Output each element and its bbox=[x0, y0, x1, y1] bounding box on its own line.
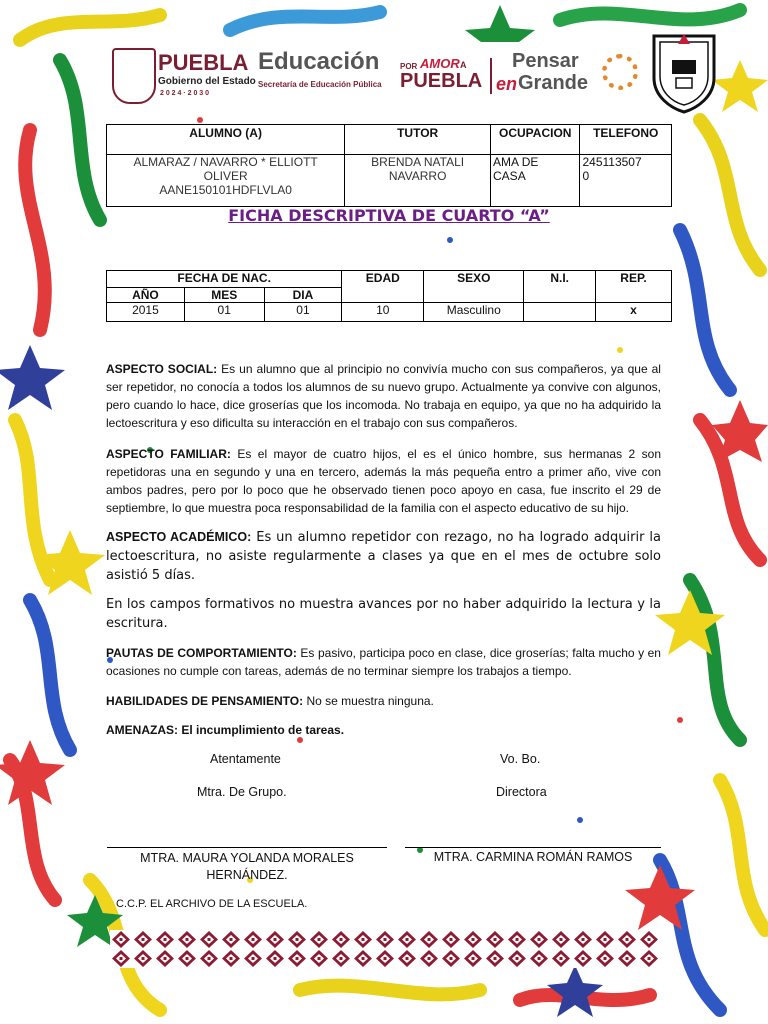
value-anio: 2015 bbox=[107, 303, 185, 322]
cell-tutor bbox=[345, 155, 491, 207]
familiar-text: Es el mayor de cuatro hijos, el es el único hombre, sus hermanas 2 son repetidoras una en segundo y una en tercero, además la más pequeña entro a primer año, vive con ambos padres, pero por lo poco que he observado tienen poco apoyo en casa, fue inscrito el 29 de septiembre, lo que muestra poca responsabilidad de la familia con el aspecto educativo de su hijo. bbox=[106, 447, 661, 515]
header-edad: EDAD bbox=[342, 271, 424, 303]
header-rep: REP. bbox=[596, 271, 672, 303]
page-title: FICHA DESCRIPTIVA DE CUARTO “A” bbox=[228, 206, 550, 225]
school-seal-icon bbox=[650, 30, 718, 114]
cell-telefono bbox=[580, 155, 672, 207]
header-ocupacion: OCUPACION bbox=[491, 125, 580, 155]
section-social bbox=[106, 360, 661, 432]
directora-label: Directora bbox=[496, 785, 547, 799]
tutor-line-1: BRENDA NATALI bbox=[371, 155, 465, 169]
section-campos: En los campos formativos no muestra avances por no haber adquirido la lectura y la escritura. bbox=[106, 597, 661, 631]
cell-ocupacion bbox=[491, 155, 580, 207]
student-table bbox=[106, 124, 672, 207]
grande-label: Grande bbox=[518, 72, 589, 94]
section-amenazas: AMENAZAS: El incumplimiento de tareas. bbox=[106, 723, 345, 737]
value-edad: 10 bbox=[342, 303, 424, 322]
educacion-logo: Educación bbox=[258, 48, 380, 75]
vobo-label: Vo. Bo. bbox=[500, 752, 541, 766]
academico-text: Es un alumno repetidor con rezago, no ha logrado adquirir la lectoescritura, no asiste regularmente a clases ya que en el mes de octubre solo asistió 5 días. bbox=[106, 530, 661, 583]
ocupacion-line-1: AMA DE bbox=[493, 155, 539, 169]
name-left-line-2: HERNÁNDEZ. bbox=[206, 868, 288, 882]
sep-label: Secretaría de Educación Pública bbox=[258, 80, 382, 89]
telefono-line-1: 245113507 bbox=[582, 155, 642, 169]
pautas-label: PAUTAS DE COMPORTAMIENTO: bbox=[106, 646, 297, 660]
header-sexo: SEXO bbox=[424, 271, 524, 303]
header-anio: AÑO bbox=[107, 288, 185, 303]
atentamente-label: Atentamente bbox=[210, 752, 281, 766]
ccp-note: C.C.P. EL ARCHIVO DE LA ESCUELA. bbox=[116, 898, 308, 910]
pautas-text: Es pasivo, participa poco en clase, dice groserías; falta mucho y en ocasiones no cumple con tareas, además de no terminar siempre los trabajos a tiempo. bbox=[106, 646, 661, 678]
name-left-line-1: MTRA. MAURA YOLANDA MORALES bbox=[140, 851, 354, 865]
signature-name-left bbox=[107, 850, 387, 884]
value-rep: x bbox=[596, 303, 672, 322]
habilidades-label: HABILIDADES DE PENSAMIENTO: bbox=[106, 694, 304, 708]
pensar-label: Pensar bbox=[512, 50, 579, 72]
value-mes: 01 bbox=[184, 303, 264, 322]
colorful-circle-icon bbox=[602, 54, 638, 90]
mtra-grupo-label: Mtra. De Grupo. bbox=[197, 785, 287, 799]
state-seal-icon bbox=[112, 48, 156, 104]
puebla-amor-logo: PUEBLA bbox=[400, 70, 483, 92]
familiar-label: ASPECTO FAMILIAR: bbox=[106, 447, 231, 461]
section-familiar bbox=[106, 445, 661, 517]
signature-name-right: MTRA. CARMINA ROMÁN RAMOS bbox=[433, 850, 633, 864]
academico-label: ASPECTO ACADÉMICO: bbox=[106, 530, 252, 544]
section-pautas bbox=[106, 644, 661, 680]
header-telefono: TELEFONO bbox=[580, 125, 672, 155]
header-fecha-nac: FECHA DE NAC. bbox=[107, 271, 342, 288]
value-ni bbox=[524, 303, 596, 322]
alumno-line-2: OLIVER bbox=[203, 169, 248, 183]
header-logos bbox=[108, 42, 648, 108]
alumno-curp: AANE150101HDFLVLA0 bbox=[159, 183, 292, 197]
telefono-line-2: 0 bbox=[582, 169, 590, 183]
cell-alumno bbox=[107, 155, 345, 207]
puebla-logo: PUEBLA bbox=[158, 50, 249, 75]
section-habilidades bbox=[106, 692, 661, 710]
en-label: en bbox=[496, 74, 518, 94]
tutor-line-2: NAVARRO bbox=[388, 169, 447, 183]
header-ni: N.I. bbox=[524, 271, 596, 303]
a-label: A bbox=[460, 60, 467, 70]
separator-line bbox=[490, 58, 492, 94]
signature-line-left bbox=[107, 847, 387, 848]
info-table bbox=[106, 270, 672, 322]
alumno-line-1: ALMARAZ / NAVARRO * ELLIOTT bbox=[133, 155, 318, 169]
section-academico bbox=[106, 528, 661, 585]
header-dia: DIA bbox=[264, 288, 342, 303]
value-dia: 01 bbox=[264, 303, 342, 322]
por-label: POR bbox=[400, 62, 418, 71]
header-alumno: ALUMNO (A) bbox=[107, 125, 345, 155]
amor-label: AMOR bbox=[420, 56, 460, 71]
years-label: 2 0 2 4 · 2 0 3 0 bbox=[160, 90, 210, 97]
habilidades-text: No se muestra ninguna. bbox=[303, 694, 434, 708]
signature-line-right bbox=[405, 847, 661, 848]
decorative-pattern-band bbox=[110, 930, 660, 968]
header-mes: MES bbox=[184, 288, 264, 303]
header-tutor: TUTOR bbox=[345, 125, 491, 155]
social-label: ASPECTO SOCIAL: bbox=[106, 362, 218, 376]
social-text: Es un alumno que al principio no convivía mucho con sus compañeros, ya que al ser repetidor, no conocía a todos los alumnos de su nuevo grupo. Actualmente ya convive con algunos, pero cuando lo hace, dice groserías que los incomoda. No trabaja en equipo, ya que no ha adquirido la lectoescritura y eso dificulta su interacción en el trabajo con sus compañeros. bbox=[106, 362, 661, 430]
gobierno-label: Gobierno del Estado bbox=[158, 76, 256, 87]
ocupacion-line-2: CASA bbox=[493, 169, 526, 183]
value-sexo: Masculino bbox=[424, 303, 524, 322]
